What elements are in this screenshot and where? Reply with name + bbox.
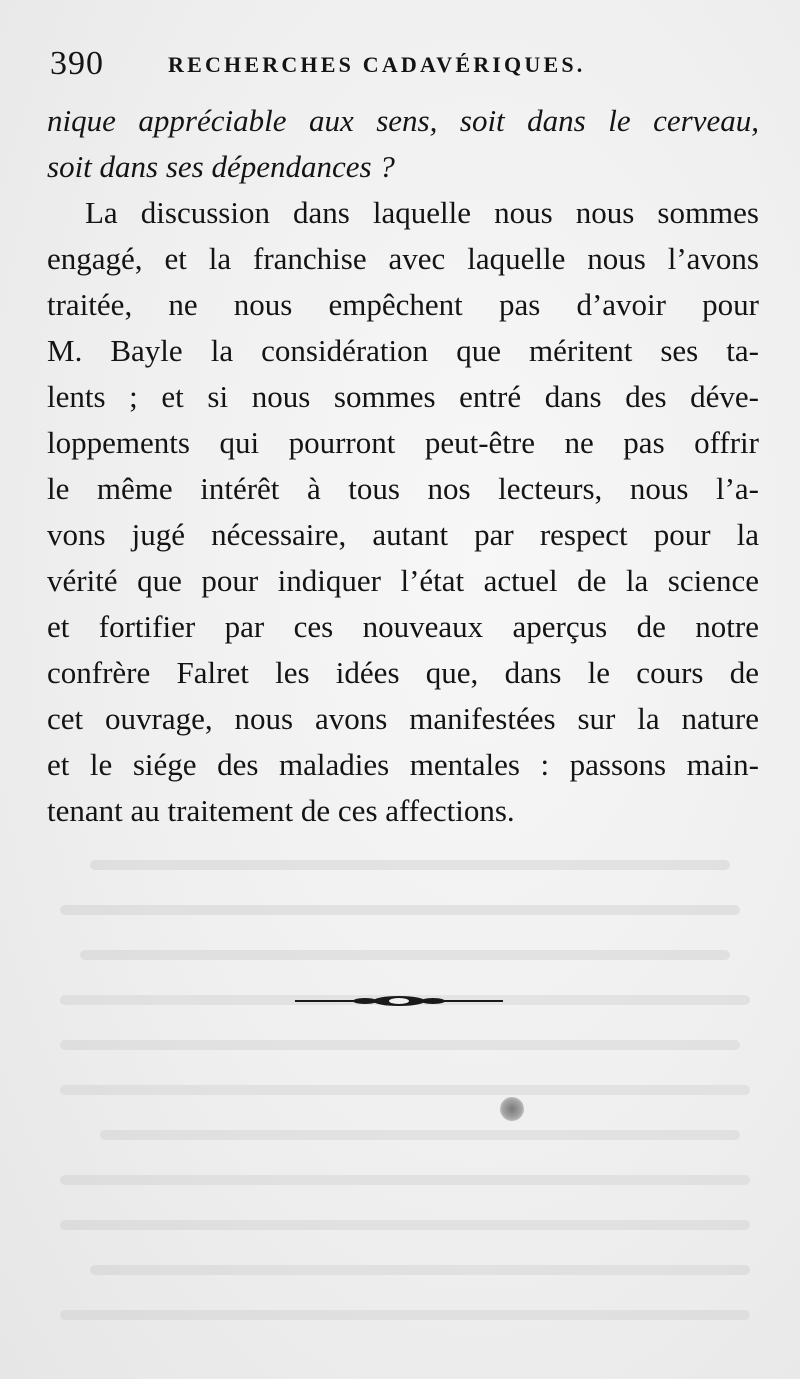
- text-line: et fortifier par ces nouveaux aperçus de notre: [47, 609, 759, 644]
- body-text: [47, 98, 759, 834]
- text-line: tenant au traitement de ces affections.: [47, 793, 515, 828]
- section-end-ornament: [293, 990, 505, 1012]
- text-line: confrère Falret les idées que, dans le cours de: [47, 655, 759, 690]
- text-line: lents ; et si nous sommes entré dans des déve-: [47, 379, 759, 414]
- page-number: 390: [50, 45, 104, 82]
- page-header: [50, 44, 750, 84]
- text-line: engagé, et la franchise avec laquelle nous l’avons: [47, 241, 759, 276]
- text-line: cet ouvrage, nous avons manifestées sur la nature: [47, 701, 759, 736]
- ink-spot: [500, 1097, 524, 1121]
- paragraph-start-line: La discussion dans laquelle nous nous sommes: [85, 195, 759, 230]
- running-head: RECHERCHES CADAVÉRIQUES.: [168, 52, 586, 77]
- text-line: vérité que pour indiquer l’état actuel de la science: [47, 563, 759, 598]
- text-line: vons jugé nécessaire, autant par respect pour la: [47, 517, 759, 552]
- text-line: et le siége des maladies mentales : passons main-: [47, 747, 759, 782]
- text-line: M. Bayle la considération que méritent ses ta-: [47, 333, 759, 368]
- text-line: traitée, ne nous empêchent pas d’avoir pour: [47, 287, 759, 322]
- text-line: nique appréciable aux sens, soit dans le cerveau,: [47, 103, 759, 138]
- text-line: loppements qui pourront peut-être ne pas offrir: [47, 425, 759, 460]
- text-line: soit dans ses dépendances ?: [47, 149, 395, 184]
- text-line: le même intérêt à tous nos lecteurs, nous l’a-: [47, 471, 759, 506]
